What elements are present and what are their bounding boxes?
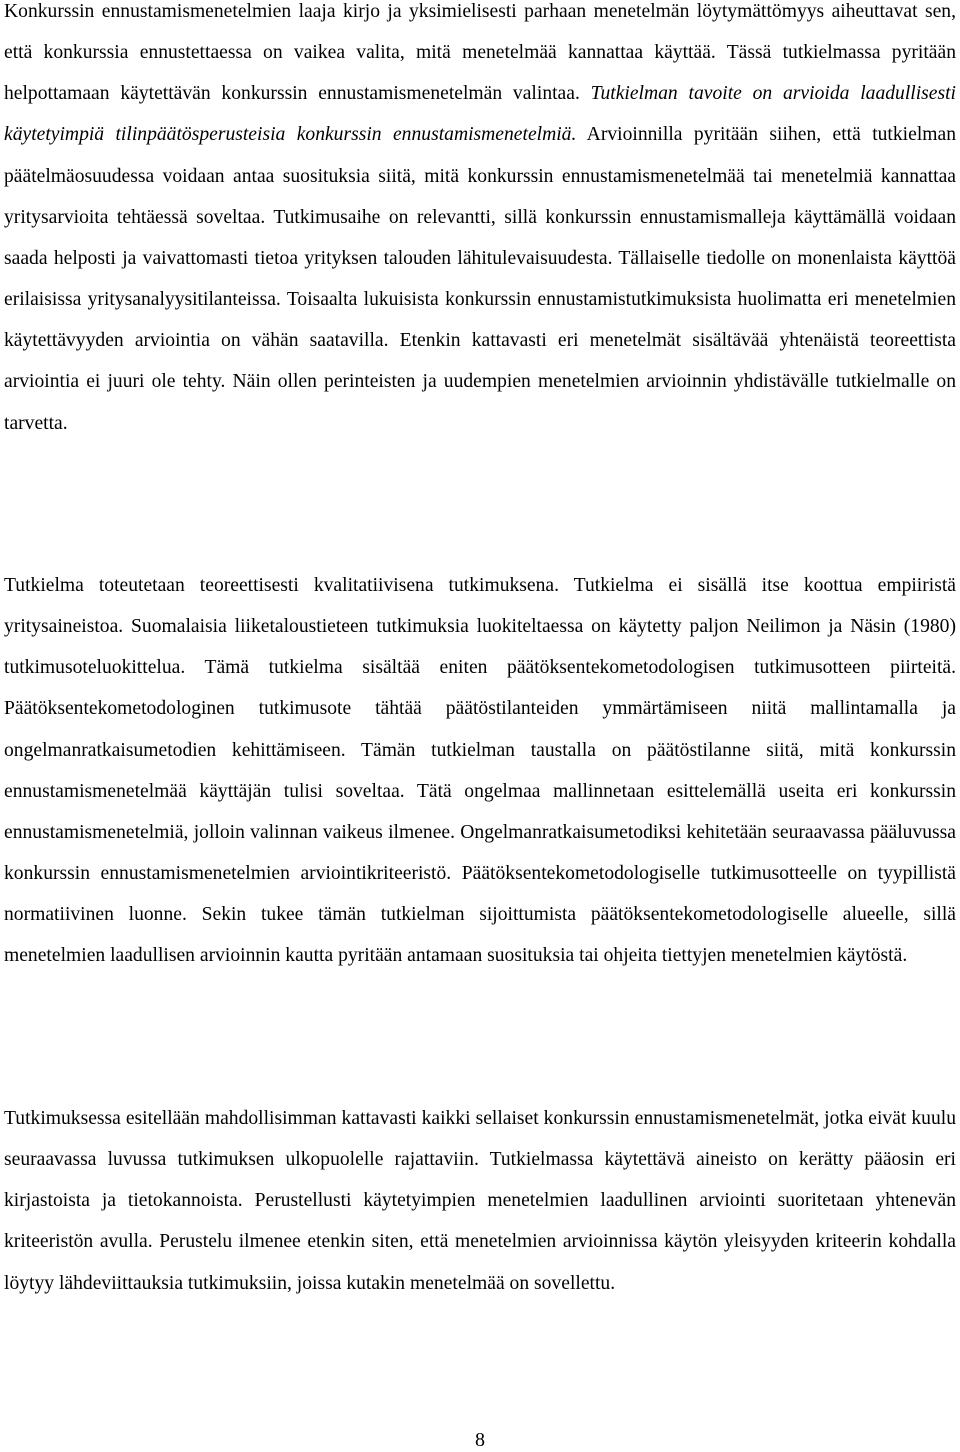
paragraph-1-italic-aim: Tutkielman tavoite on arvioida laadullisesti käytetyimpiä tilinpäätösperusteisia konkurssin ennustamismenetelmiä. xyxy=(4,83,956,146)
paragraph-1-text-a: Konkurssin ennustamismenetelmien laaja kirjo ja yksimielisesti parhaan menetelmän löytymättömyys aiheuttavat sen, että konkurssia ennustettaessa on vaikea valita, mitä menetelmää kannattaa käyttää. Tässä tutkielmassa pyritään helpottamaan käytettävän konkurssin ennustamismenetelmän valintaa. xyxy=(4,1,956,105)
page-number: 8 xyxy=(475,1429,485,1451)
paragraph-1-text-b: Arvioinnilla pyritään siihen, että tutkielman päätelmäosuudessa voidaan antaa suosituksia siitä, mitä konkurssin ennustamismenetelmää tai menetelmiä kannattaa yritysarvioita tehtäessä soveltaa. Tutkimusaihe on relevantti, sillä konkurssin ennustamismalleja käyttämällä voidaan saada helposti ja vaivattomasti tietoa yrityksen talouden lähitulevaisuudesta. Tällaiselle tiedolle on monenlaista käyttöä erilaisissa yritysanalyysitilanteissa. Toisaalta lukuisista konkurssin ennustamistutkimuksista huolimatta eri menetelmien käytettävyyden arviointia on vähän saatavilla. Etenkin kattavasti eri menetelmät sisältävää yhtenäistä teoreettista arviointia ei juuri ole tehty. Näin ollen perinteisten ja uudempien menetelmien arvioinnin yhdistävälle tutkielmalle on tarvetta. xyxy=(4,124,956,434)
paragraph-3: Tutkimuksessa esitellään mahdollisimman kattavasti kaikki sellaiset konkurssin ennustamismenetelmät, jotka eivät kuulu seuraavassa luvussa tutkimuksen ulkopuolelle rajattaviin. Tutkielmassa käytettävä aineisto on kerätty pääosin eri kirjastoista ja tietokannoista. Perustellusti käytetyimpien menetelmien laadullinen arviointi suoritetaan yhtenevän kriteeristön avulla. Perustelu ilmenee etenkin siten, että menetelmien arvioinnissa käytön yleisyyden kriteerin kohdalla löytyy lähdeviittauksia tutkimuksiin, joissa kutakin menetelmää on sovellettu. xyxy=(4,1108,956,1294)
paragraph-1 xyxy=(4,0,956,444)
paragraph-2: Tutkielma toteutetaan teoreettisesti kvalitatiivisena tutkimuksena. Tutkielma ei sisällä itse koottua empiiristä yritysaineistoa. Suomalaisia liiketaloustieteen tutkimuksia luokiteltaessa on käytetty paljon Neilimon ja Näsin (1980) tutkimusoteluokittelua. Tämä tutkielma sisältää eniten päätöksentekometodologisen tutkimusotteen piirteitä. Päätöksentekometodologinen tutkimusote tähtää päätöstilanteiden ymmärtämiseen niitä mallintamalla ja ongelmanratkaisumetodien kehittämiseen. Tämän tutkielman taustalla on päätöstilanne siitä, mitä konkurssin ennustamismenetelmää käyttäjän tulisi soveltaa. Tätä ongelmaa mallinnetaan esittelemällä useita eri konkurssin ennustamismenetelmiä, jolloin valinnan vaikeus ilmenee. Ongelmanratkaisumetodiksi kehitetään seuraavassa pääluvussa konkurssin ennustamismenetelmien arviointikriteeristö. Päätöksentekometodologiselle tutkimusotteelle on tyypillistä normatiivinen luonne. Sekin tukee tämän tutkielman sijoittumista päätöksentekometodologiselle alueelle, sillä menetelmien laadullisen arvioinnin kautta pyritään antamaan suosituksia tai ohjeita tiettyjen menetelmien käytöstä. xyxy=(4,575,956,967)
